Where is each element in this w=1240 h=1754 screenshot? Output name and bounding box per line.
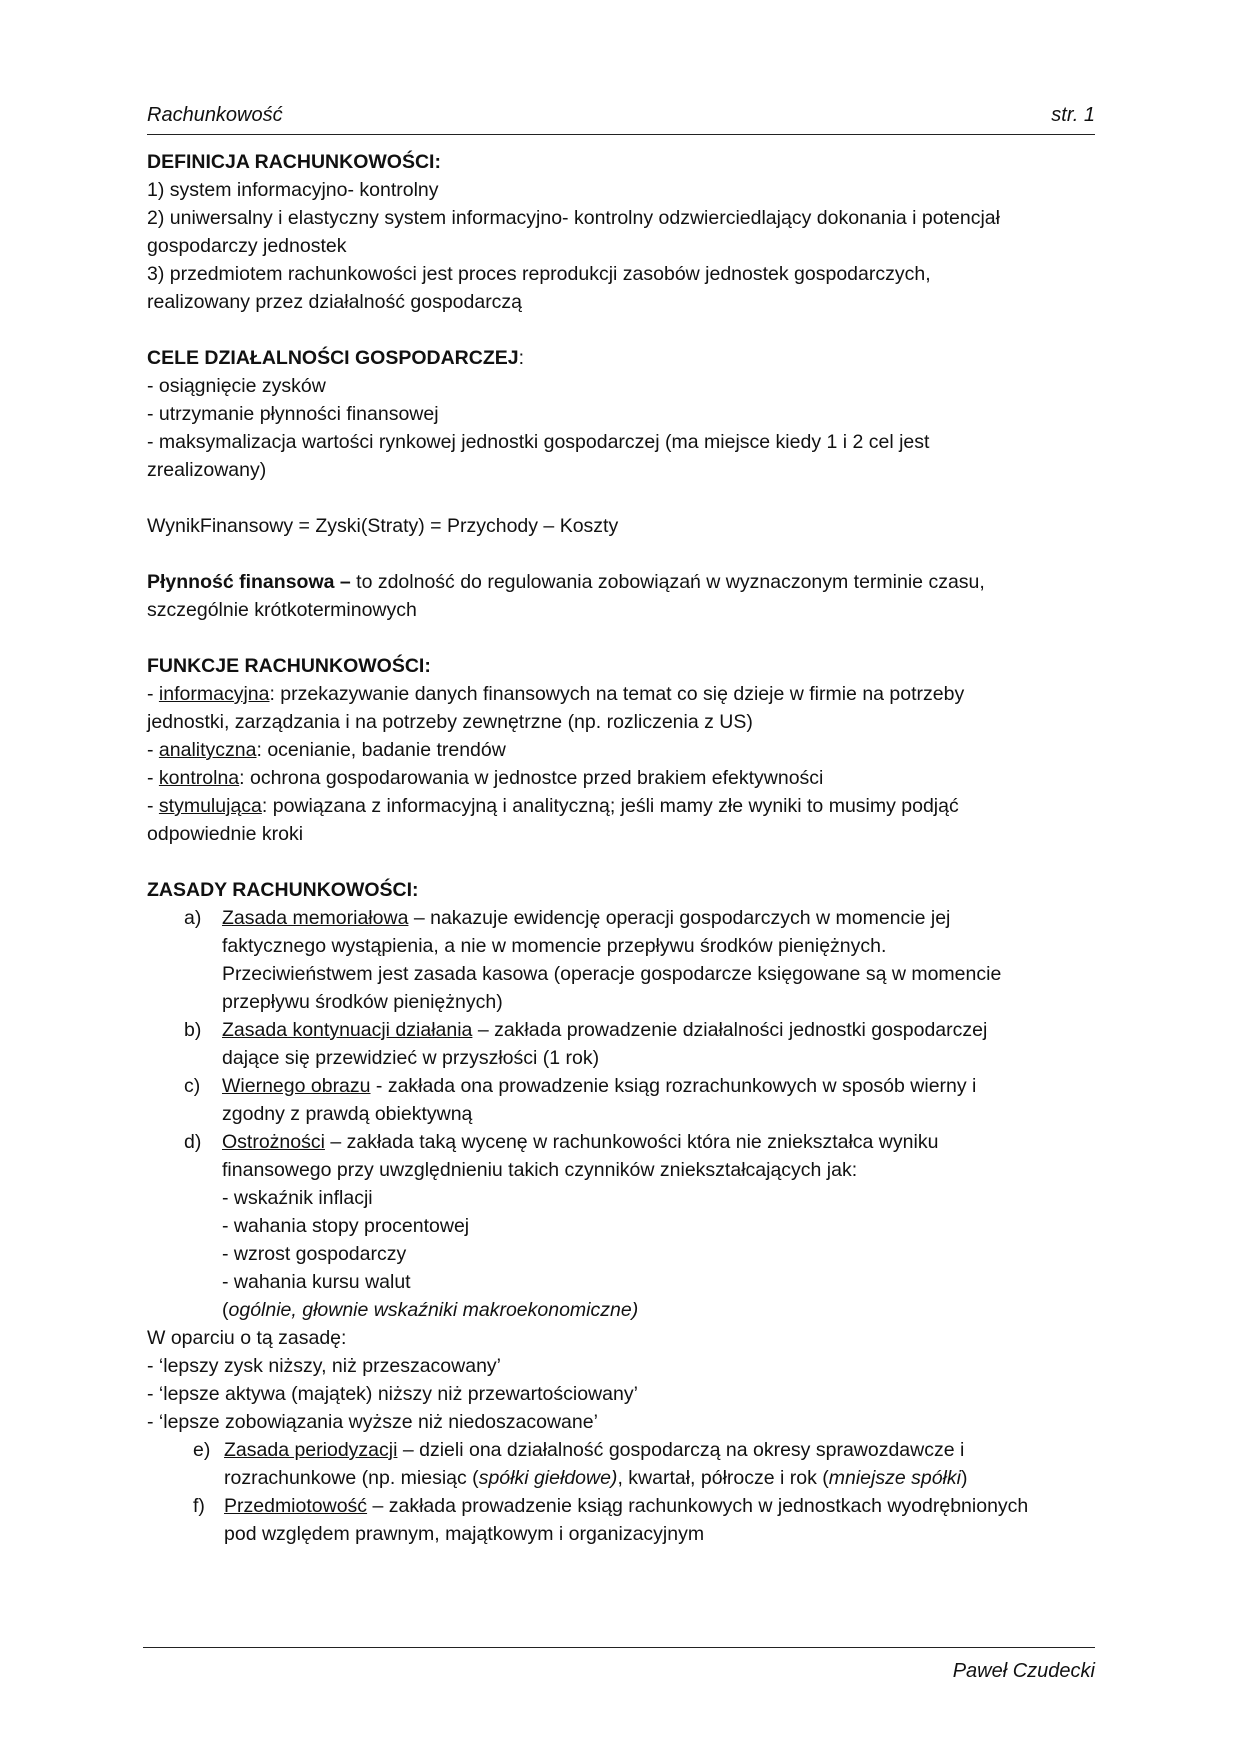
list-label-e: e) [193,1439,211,1461]
funkcja-informacyjna: - informacyjna: przekazywanie danych finansowych na temat co się dzieje w firmie na potrzeby [147,683,965,705]
zasada-d-line-2: finansowego przy uwzględnieniu takich czynników zniekształcających jak: [222,1159,858,1181]
funkcja-stymulujaca-desc: : powiązana z informacyjną i analityczną; jeśli mamy złe wyniki to musimy podjąć [261,795,959,817]
zasada-b-line-1 [222,1016,1097,1044]
zasada-d-bullet-2: - wahania stopy procentowej [222,1215,470,1237]
zasada-d-desc: – zakłada taką wycenę w rachunkowości która nie zniekształca wyniku [324,1131,939,1153]
zasada-c-line-1 [222,1072,1097,1100]
cele-colon: : [518,347,525,369]
list-label-f: f) [193,1495,205,1517]
plynnosc-definition: to zdolność do regulowania zobowiązań w wyznaczonym terminie czasu, [350,571,985,593]
zasada-a-line-4: przepływu środków pieniężnych) [222,991,503,1013]
zasada-przedmiotowosci [147,1492,1097,1548]
zasada-e-line-2-part-3: ) [960,1467,968,1489]
zasada-d-bullet-3: - wzrost gospodarczy [222,1243,407,1265]
zasada-d-bullet-4: - wahania kursu walut [222,1271,411,1293]
zasada-a-term: Zasada memoriałowa [222,907,409,929]
list-label-d: d) [184,1131,202,1153]
page-footer [143,1647,1095,1688]
formula-line: WynikFinansowy = Zyski(Straty) = Przychody – Koszty [147,515,619,537]
section-heading-zasady: ZASADY RACHUNKOWOŚCI: [147,879,419,901]
zasada-b-desc: – zakłada prowadzenie działalności jednostki gospodarczej [472,1019,988,1041]
zasada-e-term: Zasada periodyzacji [224,1439,398,1461]
zasada-c-term: Wiernego obrazu [222,1075,371,1097]
zasada-e-line-2-italic-1: spółki giełdowe) [478,1467,618,1489]
list-label-a: a) [184,907,202,929]
zasada-b-term: Zasada kontynuacji działania [222,1019,473,1041]
funkcja-kontrolna-term: kontrolna [158,767,240,789]
funkcja-stymulujaca: - stymulująca: powiązana z informacyjną i analityczną; jeśli mamy złe wyniki to musimy podjąć [147,795,959,817]
zasada-a-line-1 [222,904,1097,932]
footer-author: Paweł Czudecki [952,1660,1095,1682]
funkcja-analityczna: - analityczna: ocenianie, badanie trendów [147,739,506,761]
cele-title: CELE DZIAŁALNOŚCI GOSPODARCZEJ [147,347,519,369]
zasada-e-line-2 [224,1464,1097,1492]
funkcja-stymulujaca-line-2: odpowiednie kroki [147,823,304,845]
page-number: str. 1 [1051,104,1095,126]
quote-line-1: - ‘lepszy zysk niższy, niż przeszacowany’ [147,1355,501,1377]
quote-line-2: - ‘lepsze aktywa (majątek) niższy niż przewartościowany’ [147,1383,638,1405]
zasada-e-line-2-italic-2: mniejsze spółki [828,1467,961,1489]
cele-line-2: - utrzymanie płynności finansowej [147,403,439,425]
zasada-f-term: Przedmiotowość [224,1495,368,1517]
header-title: Rachunkowość [147,104,283,126]
funkcja-informacyjna-term: informacyjna [158,683,270,705]
def-line-3a: 3) przedmiotem rachunkowości jest proces reprodukcji zasobów jednostek gospodarczych, [147,263,931,285]
quote-line-3: - ‘lepsze zobowiązania wyższe niż niedoszacowane’ [147,1411,598,1433]
def-line-2a: 2) uniwersalny i elastyczny system informacyjno- kontrolny odzwierciedlający dokonania i potencjał [147,207,1000,229]
page-content [147,148,1097,1548]
funkcja-informacyjna-line-2: jednostki, zarządzania i na potrzeby zewnętrzne (np. rozliczenia z US) [147,711,753,733]
zasada-wiernego-obrazu [147,1072,1097,1128]
zasada-c-line-2: zgodny z prawdą obiektywną [222,1103,473,1125]
zasada-e-line-2-part-2: , kwartał, półrocze i rok ( [617,1467,829,1489]
zasada-f-desc: – zakłada prowadzenie ksiąg rachunkowych w jednostkach wyodrębnionych [367,1495,1029,1517]
cele-line-3a: - maksymalizacja wartości rynkowej jednostki gospodarczej (ma miejsce kiedy 1 i 2 cel jest [147,431,930,453]
funkcja-analityczna-desc: : ocenianie, badanie trendów [256,739,506,761]
plynnosc-term: Płynność finansowa – [147,571,351,593]
zasada-d-bullet-1: - wskaźnik inflacji [222,1187,373,1209]
zasada-c-desc: - zakłada ona prowadzenie ksiąg rozrachunkowych w sposób wierny i [370,1075,977,1097]
zasada-memorialowa [147,904,1097,1016]
zasada-d-note [222,1296,1097,1324]
funkcja-kontrolna-desc: : ochrona gospodarowania w jednostce przed brakiem efektywności [239,767,824,789]
zasada-a-line-3: Przeciwieństwem jest zasada kasowa (operacje gospodarcze księgowane są w momencie [222,963,1002,985]
def-line-2b: gospodarczy jednostek [147,235,347,257]
zasada-kontynuacji [147,1016,1097,1072]
zasada-a-desc: – nakazuje ewidencję operacji gospodarczych w momencie jej [408,907,951,929]
zasada-d-term: Ostrożności [222,1131,325,1153]
plynnosc-line-1 [147,568,1097,596]
zasada-ostroznosci [147,1128,1097,1324]
cele-line-3b: zrealizowany) [147,459,267,481]
zasada-d-note-text: ogólnie, głownie wskaźniki makroekonomiczne) [228,1299,639,1321]
funkcja-kontrolna: - kontrolna: ochrona gospodarowania w jednostce przed brakiem efektywności [147,767,824,789]
cele-line-1: - osiągnięcie zysków [147,375,326,397]
plynnosc-line-2: szczególnie krótkoterminowych [147,599,417,621]
def-line-1: 1) system informacyjno- kontrolny [147,179,439,201]
zasada-e-line-2-part-1: rozrachunkowe (np. miesiąc ( [224,1467,479,1489]
section-heading-definicja: DEFINICJA RACHUNKOWOŚCI: [147,151,441,173]
zasada-d-note-paren: ( [222,1299,229,1321]
zasada-e-desc: – dzieli ona działalność gospodarczą na okresy sprawozdawcze i [397,1439,965,1461]
funkcja-informacyjna-desc: : przekazywanie danych finansowych na temat co się dzieje w firmie na potrzeby [269,683,965,705]
section-heading-funkcje: FUNKCJE RACHUNKOWOŚCI: [147,655,431,677]
list-label-c: c) [184,1075,201,1097]
zasada-b-line-2: dające się przewidzieć w przyszłości (1 rok) [222,1047,600,1069]
zasada-periodyzacji [147,1436,1097,1492]
section-heading-cele [147,344,1097,372]
zasada-d-line-1 [222,1128,1097,1156]
zasada-a-line-2: faktycznego wystąpienia, a nie w momencie przepływu środków pieniężnych. [222,935,887,957]
funkcja-analityczna-term: analityczna [158,739,257,761]
zasada-f-line-2: pod względem prawnym, majątkowym i organizacyjnym [224,1523,705,1545]
page-header [147,104,1095,135]
w-oparciu-line: W oparciu o tą zasadę: [147,1327,347,1349]
def-line-3b: realizowany przez działalność gospodarczą [147,291,523,313]
funkcja-stymulujaca-term: stymulująca [158,795,262,817]
zasada-f-line-1 [224,1492,1097,1520]
list-label-b: b) [184,1019,202,1041]
zasada-e-line-1 [224,1436,1097,1464]
